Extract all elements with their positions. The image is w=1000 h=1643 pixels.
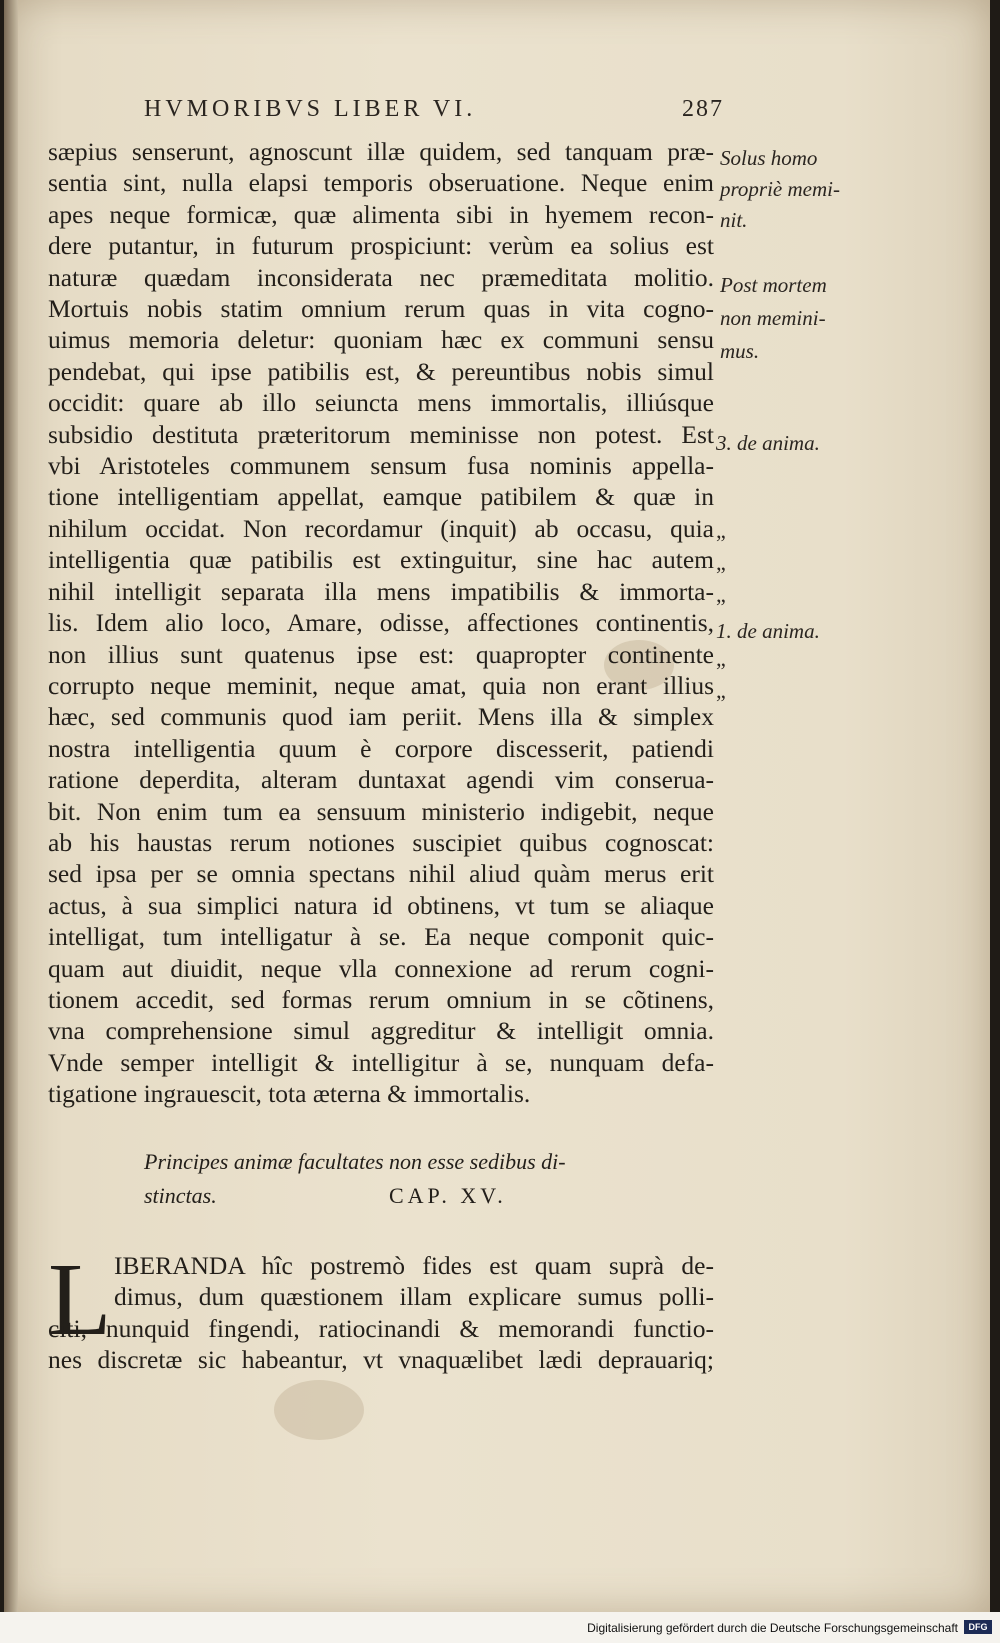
text-line: non illius sunt quatenus ipse est: quapropter continente (48, 639, 714, 669)
text-line: vna comprehensione simul aggreditur & intelligit omnia. (48, 1016, 714, 1046)
text-line: vbi Aristoteles communem sensum fusa nominis appella- (48, 451, 714, 481)
dfg-logo: DFG (964, 1620, 992, 1634)
quote-mark: ” (716, 562, 726, 587)
quote-mark: ” (716, 530, 726, 555)
margin-note: 1. de anima. (716, 619, 820, 643)
text-line: citi, nunquid fingendi, ratiocinandi & memorandi functio- (48, 1313, 714, 1343)
text-line: apes neque formicæ, quæ alimenta sibi in hyemem recon- (48, 199, 714, 229)
chapter-heading (144, 1145, 664, 1213)
page-number: 287 (682, 96, 724, 122)
margin-note: propriè memi- (720, 177, 840, 201)
margin-note: non memini- (720, 306, 826, 330)
text-line: corrupto neque meminit, neque amat, quia non erant illius (48, 670, 714, 700)
text-line: quam aut diuidit, neque vlla connexione ad rerum cogni- (48, 953, 714, 983)
text-line: Vnde semper intelligit & intelligitur à se, nunquam defa- (48, 1047, 714, 1077)
text-line: tionem accedit, sed formas rerum omnium in se cõtinens, (48, 984, 714, 1014)
chapter-title-line: Principes animæ facultates non esse sedibus di- (144, 1149, 566, 1174)
margin-note: nit. (720, 208, 748, 232)
text-line: nes discretæ sic habeantur, vt vnaquælibet lædi deprauariq; (48, 1345, 714, 1375)
drop-cap: L (48, 1242, 112, 1357)
text-line: uimus memoria deletur: quoniam hæc ex communi sensu (48, 325, 714, 355)
quote-mark: ” (716, 658, 726, 683)
running-head-title: HVMORIBVS LIBER VI. (144, 96, 477, 122)
text-line: dimus, dum quæstionem illam explicare sumus polli- (114, 1282, 714, 1312)
text-line: subsidio destituta præteritorum meminisse non potest. Est (48, 419, 714, 449)
text-line: nostra intelligentia quum è corpore discesserit, patiendi (48, 733, 714, 763)
margin-note: Solus homo (720, 146, 818, 170)
text-line: intelligentia quæ patibilis est extinguitur, sine hac autem (48, 545, 714, 575)
text-line: naturæ quædam inconsiderata nec præmeditata molitio. (48, 262, 714, 292)
margin-note: mus. (720, 339, 760, 363)
text-line: IBERANDA hîc postremò fides est quam suprà de- (114, 1251, 714, 1280)
quote-mark: ” (716, 690, 726, 715)
page-gutter (4, 0, 18, 1612)
text-line: tione intelligentiam appellat, eamque patibilem & quæ in (48, 482, 714, 512)
text-line: nihil intelligit separata illa mens impatibilis & immorta- (48, 576, 714, 606)
text-line: hæc, sed communis quod iam periit. Mens illa & simplex (48, 702, 714, 732)
text-line: bit. Non enim tum ea sensuum ministerio indigebit, neque (48, 796, 714, 826)
text-line: nihilum occidat. Non recordamur (inquit) ab occasu, quia (48, 513, 714, 543)
quote-mark: ” (716, 594, 726, 619)
text-line: tigatione ingrauescit, tota æterna & immortalis. (48, 1079, 531, 1109)
digitization-footer (0, 1612, 1000, 1643)
chapter-title-line: stinctas. (144, 1183, 217, 1208)
margin-note: 3. de anima. (716, 431, 820, 455)
main-text (48, 136, 714, 1110)
text-line: dere putantur, in futurum prospiciunt: verùm ea solius est (48, 231, 714, 261)
text-line: ratione deperdita, alteram duntaxat agendi vim conserua- (48, 765, 714, 795)
text-line: sed ipsa per se omnia spectans nihil aliud quàm merus erit (48, 859, 714, 889)
chapter-number: CAP. XV. (389, 1183, 507, 1208)
text-line: intelligat, tum intelligatur à se. Ea neque componit quic- (48, 922, 714, 952)
text-line: pendebat, qui ipse patibilis est, & pereuntibus nobis simul (48, 356, 714, 386)
text-line: actus, à sua simplici natura id obtinens, vt tum se aliaque (48, 890, 714, 920)
text-line: occidit: quare ab illo seiuncta mens immortalis, illiúsque (48, 388, 714, 418)
chapter-text (48, 1242, 714, 1376)
funding-note: Digitalisierung gefördert durch die Deutsche Forschungsgemeinschaft (587, 1621, 958, 1635)
text-line: Mortuis nobis statim omnium rerum quas in vita cogno- (48, 294, 714, 324)
book-page (4, 0, 990, 1612)
running-head (144, 96, 724, 123)
text-line: sentia sint, nulla elapsi temporis obseruatione. Neque enim (48, 168, 714, 198)
text-line: ab his haustas rerum notiones suscipiet quibus cognoscat: (48, 827, 714, 857)
text-line: lis. Idem alio loco, Amare, odisse, affectiones continentis, (48, 608, 714, 638)
margin-note: Post mortem (720, 273, 827, 297)
text-line: sæpius senserunt, agnoscunt illæ quidem, sed tanquam præ- (48, 137, 714, 166)
